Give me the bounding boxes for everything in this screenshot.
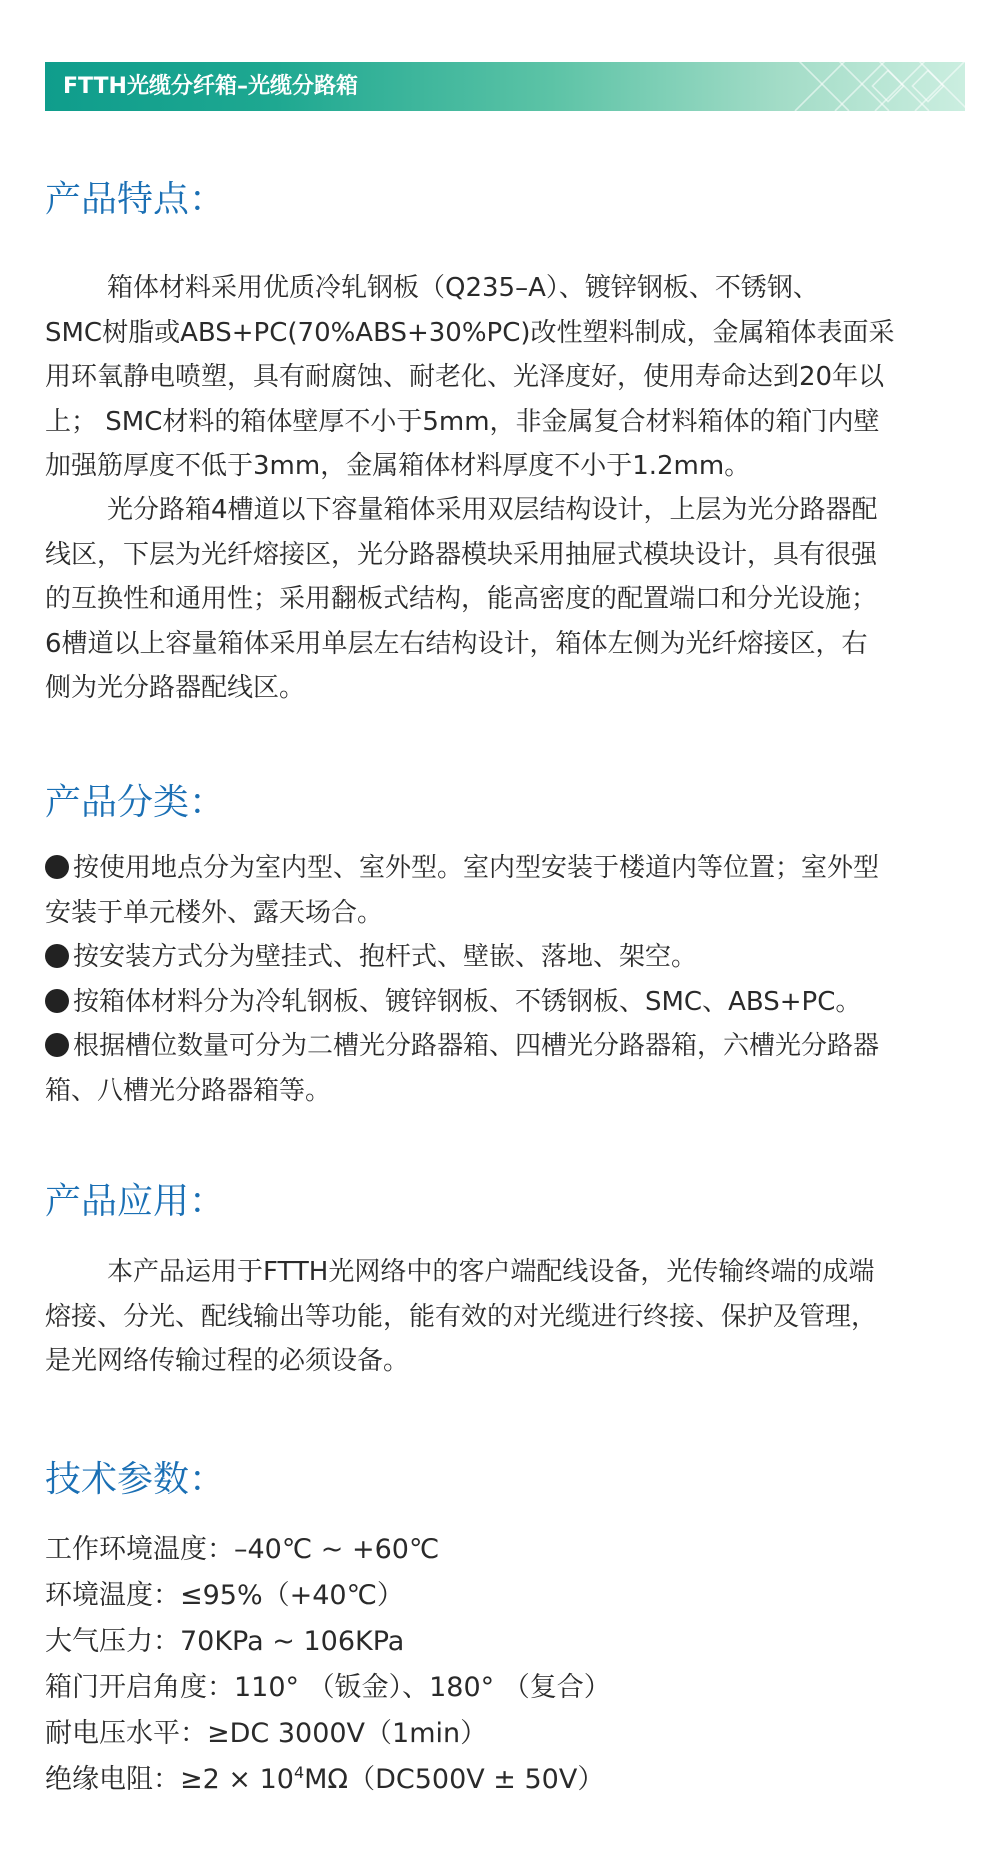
list-item: 根据槽位数量可分为二槽光分路器箱、四槽光分路器箱，六槽光分路器 箱、八槽光分路器箱等。 <box>45 1031 880 1106</box>
text-line: 本产品运用于FTTH光网络中的客户端配线设备，光传输终端的成端 <box>107 1257 875 1287</box>
text-line: 上； SMC材料的箱体壁厚不小于5mm，非金属复合材料箱体的箱门内壁 <box>45 406 880 437</box>
features-paragraph-2 <box>45 488 965 711</box>
list-item: 按使用地点分为室内型、室外型。室内型安装于楼道内等位置；室外型 安装于单元楼外、露天场合。 <box>45 853 880 928</box>
specs-heading: 技术参数： <box>45 1459 226 1500</box>
application-heading: 产品应用： <box>45 1181 226 1222</box>
spec-operating-temp: 工作环境温度：–40℃ ~ +60℃ <box>45 1534 440 1565</box>
spec-ambient-humidity: 环境温度：≤95%（+40℃） <box>45 1580 404 1611</box>
text-line: 是光网络传输过程的必须设备。 <box>45 1346 410 1376</box>
text-line: 用环氧静电喷塑，具有耐腐蚀、耐老化、光泽度好，使用寿命达到20年以 <box>45 362 885 392</box>
spec-atmospheric-pressure: 大气压力：70KPa ~ 106KPa <box>45 1626 405 1657</box>
spec-door-angle: 箱门开启角度：110° （钣金）、180° （复合） <box>45 1672 611 1703</box>
text-line: 侧为光分路器配线区。 <box>45 673 306 703</box>
text-line: 的互换性和通用性；采用翻板式结构，能高密度的配置端口和分光设施； <box>45 584 878 614</box>
features-heading: 产品特点： <box>45 179 226 220</box>
text-line: 加强筋厚度不低于3mm，金属箱体材料厚度不小于1.2mm。 <box>45 451 751 481</box>
text-line: 箱体材料采用优质冷轧钢板（Q235–A）、镀锌钢板、不锈钢、 <box>107 273 819 303</box>
text-line: 线区，下层为光纤熔接区，光分路器模块采用抽屉式模块设计，具有很强 <box>45 539 878 570</box>
page-title: FTTH光缆分纤箱–光缆分路箱 <box>63 74 358 99</box>
text-line: 光分路箱4槽道以下容量箱体采用双层结构设计，上层为光分路器配 <box>107 495 878 525</box>
text-line: 熔接、分光、配线输出等功能，能有效的对光缆进行终接、保护及管理， <box>45 1301 878 1332</box>
application-paragraph <box>45 1250 965 1384</box>
list-item: 按箱体材料分为冷轧钢板、镀锌钢板、不锈钢板、SMC、ABS+PC。 <box>45 980 965 1025</box>
decorative-pattern-icon <box>765 62 965 111</box>
spec-insulation-resistance: 绝缘电阻：$\ge 2 \times 10^4M\Omega(DC500V \pm 50V)$ <box>45 1763 605 1795</box>
header-banner <box>45 62 965 111</box>
classification-list <box>45 846 965 1113</box>
bullet-icon <box>45 944 69 968</box>
bullet-icon <box>45 855 69 879</box>
bullet-icon <box>45 989 69 1013</box>
bullet-icon <box>45 1033 69 1057</box>
list-item: 按安装方式分为壁挂式、抱杆式、壁嵌、落地、架空。 <box>45 935 965 980</box>
spec-withstand-voltage: 耐电压水平：≥DC 3000V（1min） <box>45 1718 488 1749</box>
text-line: 6槽道以上容量箱体采用单层左右结构设计，箱体左侧为光纤熔接区，右 <box>45 628 868 659</box>
text-line: SMC树脂或ABS+PC(70%ABS+30%PC)改性塑料制成，金属箱体表面采 <box>45 317 895 348</box>
specs-list <box>45 1527 965 1803</box>
classification-heading: 产品分类： <box>45 782 226 823</box>
features-paragraph-1 <box>45 266 965 489</box>
